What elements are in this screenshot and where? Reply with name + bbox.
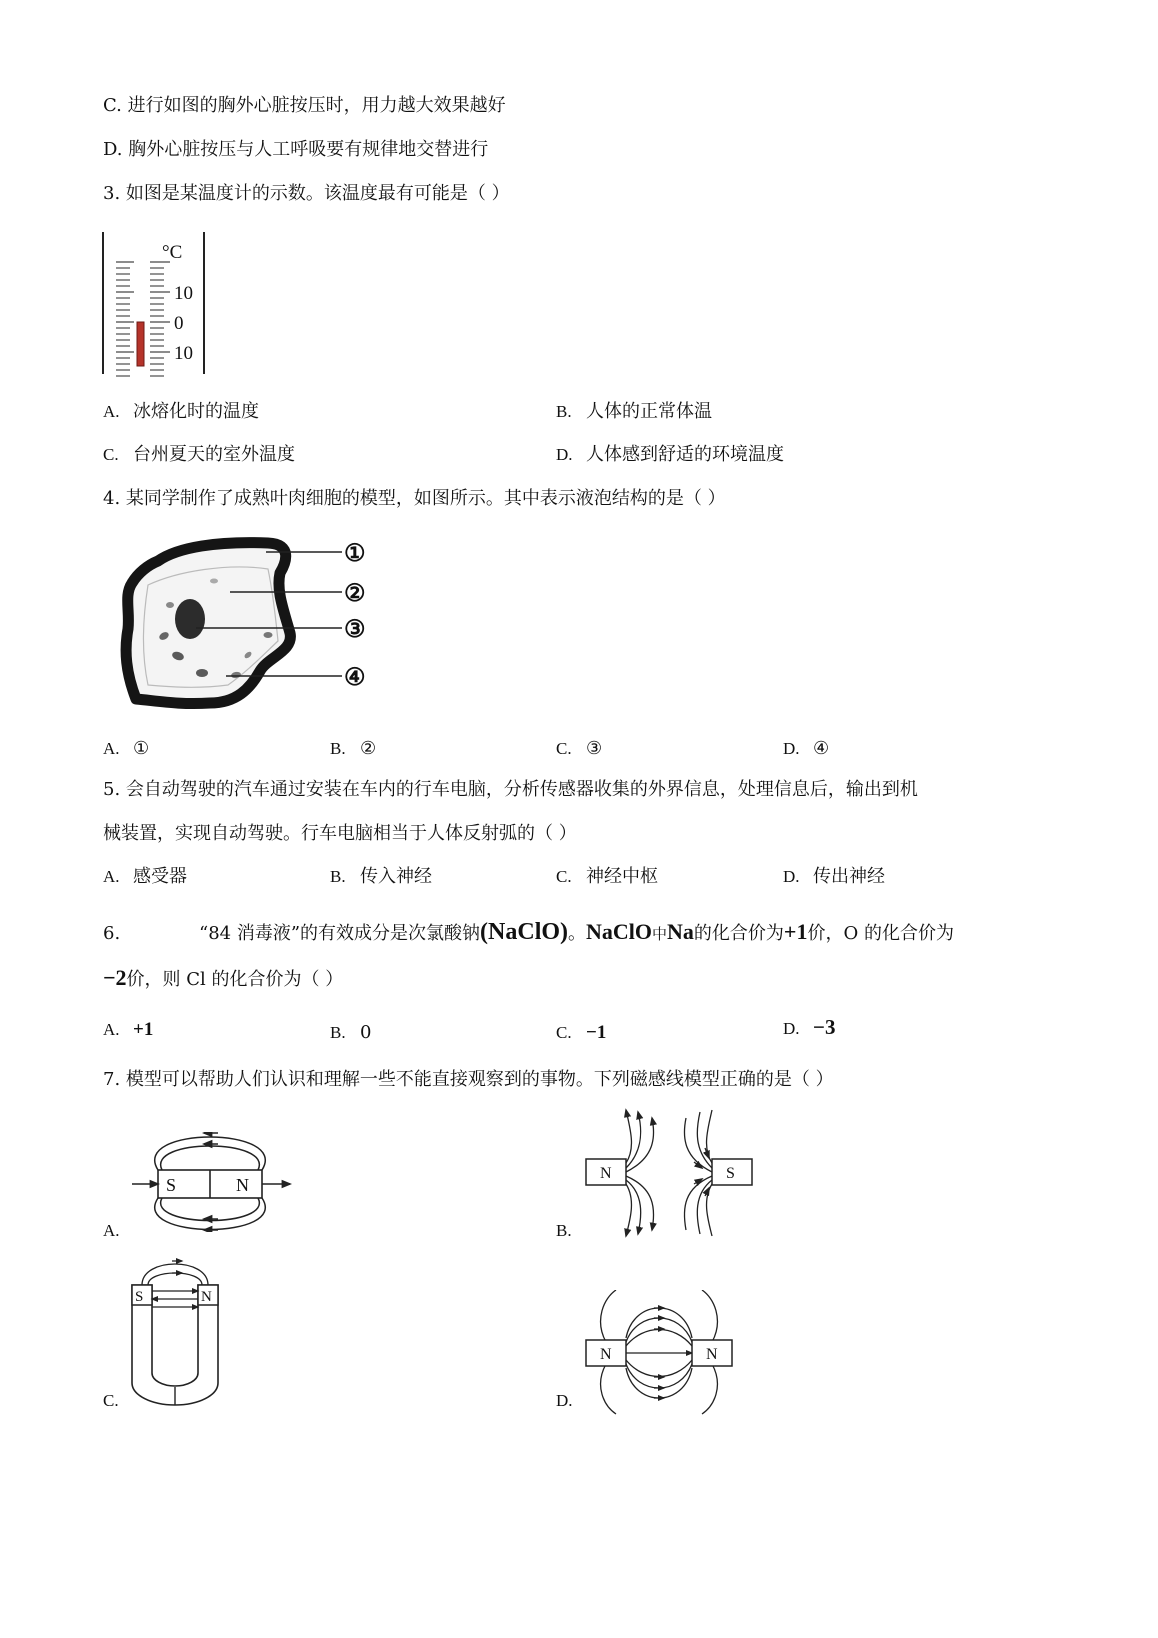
valence-plus-one: +1	[783, 919, 808, 944]
q3-option-b: B. 人体的正常体温	[556, 401, 712, 422]
pole-d-left: N	[600, 1346, 612, 1363]
pole-b-left: N	[600, 1165, 612, 1182]
question-5-stem-line2: 械装置，实现自动驾驶。行车电脑相当于人体反射弧的（ ）	[103, 823, 577, 844]
thermometer-unit: °C	[162, 242, 183, 263]
question-7-stem: 7. 模型可以帮助人们认识和理解一些不能直接观察到的事物。下列磁感线模型正确的是（ ）	[103, 1069, 834, 1090]
q5-option-b: B. 传入神经	[330, 866, 432, 887]
pole-d-right: N	[706, 1346, 718, 1363]
q6-option-c: C. −1	[556, 1022, 607, 1043]
formula-naclo-paren: (NaClO)	[480, 919, 569, 945]
q7-label-c: C.	[103, 1391, 119, 1410]
magnet-figure-c	[128, 1255, 223, 1415]
q4-option-a: A. ①	[103, 738, 150, 759]
question-3-stem: 3. 如图是某温度计的示数。该温度最有可能是（ ）	[103, 183, 510, 204]
cell-marker-1: ①	[344, 541, 366, 567]
question-6-stem-line1: 6. “84 消毒液”的有效成分是次氯酸钠(NaClO)。NaClO中Na的化合价为+1价，O 的化合价为	[103, 919, 954, 945]
pole-a-left: S	[166, 1175, 177, 1195]
thermometer-label-bottom: 10	[174, 343, 193, 364]
plant-cell-figure	[118, 533, 388, 723]
formula-na: Na	[667, 919, 694, 944]
q3-option-d: D. 人体感到舒适的环境温度	[556, 444, 784, 465]
thermometer-label-mid: 0	[174, 313, 184, 334]
magnet-figure-b	[584, 1108, 759, 1243]
cell-marker-4: ④	[344, 665, 366, 691]
cell-marker-2: ②	[344, 581, 366, 607]
pole-a-right: N	[236, 1175, 249, 1195]
magnet-figure-d	[584, 1290, 734, 1420]
q7-label-a: A.	[103, 1221, 120, 1240]
q6-option-a: A. +1	[103, 1019, 154, 1040]
q3-option-c: C. 台州夏天的室外温度	[103, 444, 295, 465]
q6-option-b: B. 0	[330, 1022, 372, 1043]
q6-option-d: D. −3	[783, 1015, 836, 1039]
q4-option-b: B. ②	[330, 738, 377, 759]
q5-option-c: C. 神经中枢	[556, 866, 658, 887]
thermometer-label-top: 10	[174, 283, 193, 304]
cell-marker-3: ③	[344, 617, 366, 643]
valence-minus-two: −2	[103, 965, 127, 990]
magnet-figure-a	[128, 1132, 298, 1237]
pole-c-left: S	[135, 1289, 144, 1305]
q4-option-c: C. ③	[556, 738, 603, 759]
pole-c-right: N	[201, 1289, 212, 1305]
q5-option-a: A. 感受器	[103, 866, 187, 887]
q5-option-d: D. 传出神经	[783, 866, 885, 887]
q2-option-c: C. 进行如图的胸外心脏按压时，用力越大效果越好	[103, 95, 506, 116]
q7-label-b: B.	[556, 1221, 572, 1240]
q7-label-d: D.	[556, 1391, 573, 1410]
pole-b-right: S	[726, 1165, 735, 1182]
q3-option-a: A. 冰熔化时的温度	[103, 401, 259, 422]
thermometer-figure	[100, 228, 210, 383]
q2-option-d: D. 胸外心脏按压与人工呼吸要有规律地交替进行	[103, 139, 489, 160]
question-4-stem: 4. 某同学制作了成熟叶肉细胞的模型，如图所示。其中表示液泡结构的是（ ）	[103, 488, 726, 509]
question-5-stem-line1: 5. 会自动驾驶的汽车通过安装在车内的行车电脑，分析传感器收集的外界信息，处理信息后，输出到机	[103, 779, 918, 800]
q4-option-d: D. ④	[783, 738, 830, 759]
question-6-stem-line2: −2价，则 Cl 的化合价为（ ）	[103, 965, 344, 990]
formula-naclo: NaClO	[586, 919, 653, 944]
